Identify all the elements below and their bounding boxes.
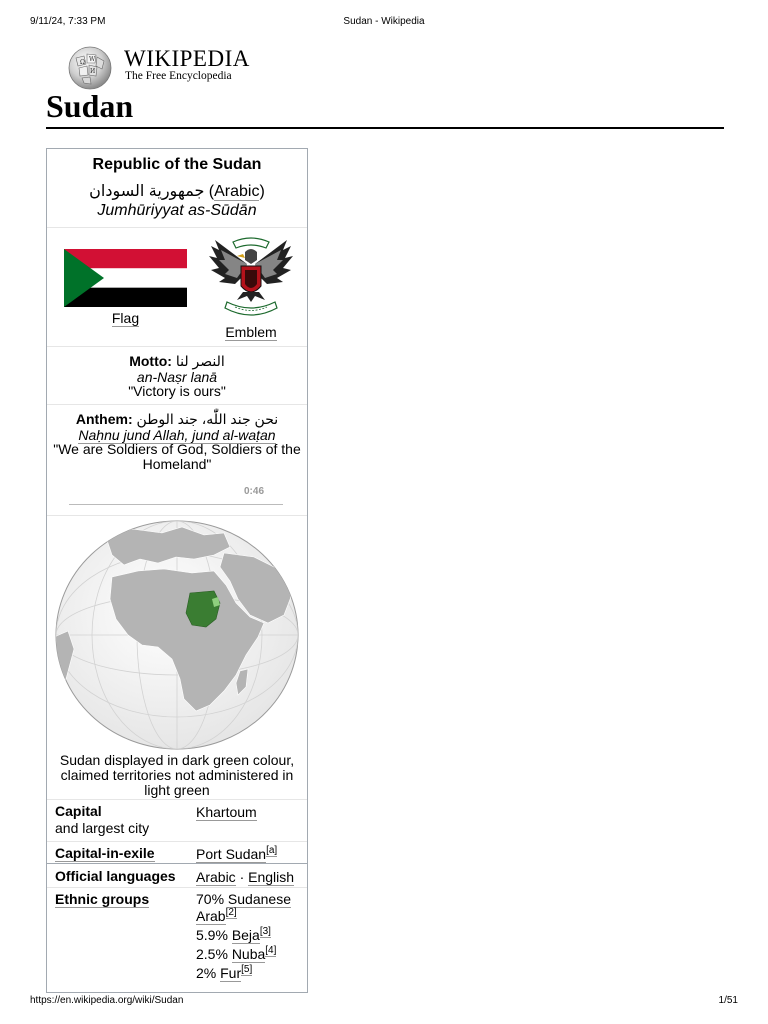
svg-text:Ω: Ω: [80, 59, 85, 66]
ethnic-group-item: [196, 946, 306, 963]
ref-2[interactable]: [2]: [225, 907, 237, 919]
anthem-line: [47, 411, 307, 428]
capital-in-exile-link[interactable]: Capital-in-exile: [55, 845, 155, 861]
ethnic-groups-label: [55, 892, 190, 907]
capital-in-exile-row: [47, 841, 307, 864]
fur-link[interactable]: Fur: [220, 965, 242, 981]
ethnic-group-percent: 2.5%: [196, 946, 228, 962]
anthem-section: [47, 404, 307, 515]
language-separator: ·: [239, 869, 245, 885]
capital-sublabel: and largest city: [55, 820, 150, 836]
audio-duration: 0:46: [244, 486, 265, 497]
emblem-caption-line: [207, 324, 295, 340]
beja-link[interactable]: Beja: [231, 927, 260, 943]
arabic-language-link[interactable]: Arabic: [214, 183, 260, 200]
wikipedia-globe-icon: [66, 44, 114, 90]
ref-3[interactable]: [3]: [259, 926, 271, 938]
official-languages-label: Official languages: [55, 868, 176, 884]
infobox-header: [47, 149, 307, 227]
location-map-section: [47, 515, 307, 800]
svg-text:И: И: [90, 68, 96, 75]
ethnic-group-percent: 70%: [196, 891, 225, 907]
english-link[interactable]: English: [248, 869, 295, 885]
flag-of-sudan-image[interactable]: [64, 249, 187, 307]
capital-label: [55, 804, 190, 819]
ethnic-group-percent: 5.9%: [196, 927, 228, 943]
print-footer: [30, 995, 738, 1009]
capital-in-exile-value: [196, 846, 304, 863]
wikipedia-wordmark: WIKIPEDIA: [124, 46, 250, 71]
khartoum-link[interactable]: Khartoum: [196, 804, 257, 820]
orthographic-map-image[interactable]: [54, 519, 300, 751]
anthem-label: Anthem:: [75, 411, 133, 427]
flag-caption-line: [64, 310, 187, 326]
wikipedia-tagline: The Free Encyclopedia: [125, 70, 232, 82]
ethnic-group-item: [196, 965, 306, 982]
note-a-ref[interactable]: [a]: [266, 845, 278, 857]
flag-link[interactable]: Flag: [111, 310, 140, 326]
port-sudan-link[interactable]: Port Sudan: [196, 846, 267, 862]
motto-transliteration: an-Naṣr lanā: [136, 369, 218, 385]
official-languages-value: [196, 869, 304, 886]
ethnic-group-item: [196, 891, 306, 925]
title-divider: [46, 127, 724, 129]
motto-translation: "Victory is ours": [128, 383, 226, 399]
nuba-link[interactable]: Nuba: [231, 946, 266, 962]
official-name: Republic of the Sudan: [92, 156, 262, 173]
page-title: Sudan: [46, 88, 134, 124]
native-name: جمهورية السودان: [89, 183, 205, 200]
ethnic-group-item: [196, 927, 306, 944]
emblem-link[interactable]: Emblem: [225, 324, 277, 340]
native-transliteration: Jumhūriyyat as-Sūdān: [97, 202, 257, 219]
official-languages-row: [47, 863, 307, 888]
print-date: 9/11/24, 7:33 PM: [30, 16, 106, 27]
print-page-number: 1/51: [718, 995, 738, 1006]
ethnic-groups-list: [196, 891, 306, 984]
motto-section: [47, 346, 307, 405]
audio-progress-track[interactable]: [69, 504, 283, 505]
print-page-title: Sudan - Wikipedia: [343, 16, 425, 27]
ref-4[interactable]: [4]: [265, 945, 277, 957]
ethnic-group-percent: 2%: [196, 965, 217, 981]
ethnic-groups-link[interactable]: Ethnic groups: [55, 891, 150, 907]
anthem-link[interactable]: Naḥnu jund Allah, jund al-waṭan: [78, 427, 276, 443]
wikipedia-logo[interactable]: [66, 42, 266, 90]
print-header: [30, 16, 738, 30]
motto-label: Motto:: [129, 353, 172, 369]
infobox: [46, 148, 308, 993]
capital-row: [47, 799, 307, 842]
anthem-translation: "We are Soldiers of God, Soldiers of the Homeland": [53, 441, 301, 472]
motto-line: [47, 353, 307, 370]
capital-label-text: Capital: [55, 803, 102, 819]
native-name-line: جمهورية السودان (Arabic): [89, 183, 265, 200]
capital-in-exile-label: [55, 846, 190, 861]
anthem-native: نحن جند اللّٰه، جند الوطن: [136, 411, 279, 427]
motto-native: النصر لنا: [175, 353, 225, 369]
capital-value: [196, 804, 304, 821]
ref-5[interactable]: [5]: [241, 964, 253, 976]
svg-text:W: W: [89, 56, 96, 63]
national-symbols: [47, 227, 307, 346]
emblem-of-sudan-image[interactable]: [207, 234, 295, 320]
sudanese-arab-link[interactable]: Sudanese Arab: [196, 891, 291, 924]
arabic-link[interactable]: Arabic: [196, 869, 236, 885]
map-caption: Sudan displayed in dark green colour, claimed territories not administered in light green: [59, 752, 295, 798]
ethnic-groups-row: [47, 887, 307, 993]
print-url: https://en.wikipedia.org/wiki/Sudan: [30, 995, 184, 1006]
